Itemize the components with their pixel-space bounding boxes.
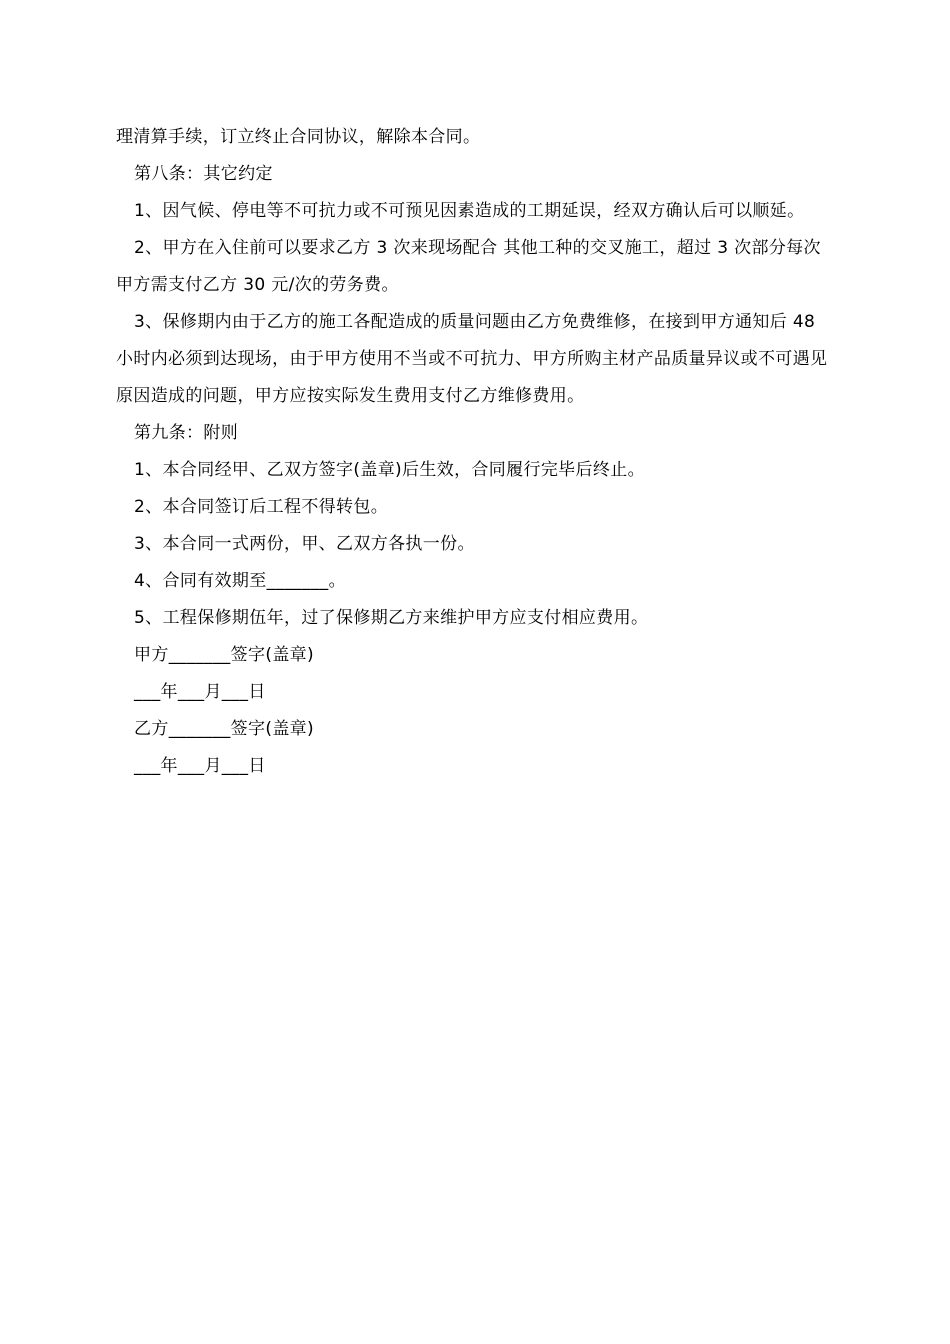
paragraph-article-nine-item-5: 5、工程保修期伍年，过了保修期乙方来维护甲方应支付相应费用。 — [134, 608, 649, 628]
paragraph-article-nine-item-2: 2、本合同签订后工程不得转包。 — [134, 497, 389, 517]
paragraph-article-nine-item-3: 3、本合同一式两份，甲、乙双方各执一份。 — [134, 534, 475, 554]
paragraph-article-nine-item-1: 1、本合同经甲、乙双方签字(盖章)后生效，合同履行完毕后终止。 — [134, 460, 645, 480]
date-line-party-a: ___年___月___日 — [134, 682, 266, 702]
heading-article-eight: 第八条：其它约定 — [134, 164, 273, 184]
paragraph-article-eight-item-2: 2、甲方在入住前可以要求乙方 3 次来现场配合 其他工种的交叉施工，超过 3 次部分每次甲方需支付乙方 30 元/次的劳务费。 — [116, 238, 821, 295]
paragraph-article-eight-item-3: 3、保修期内由于乙方的施工各配造成的质量问题由乙方免费维修，在接到甲方通知后 48 小时内必须到达现场，由于甲方使用不当或不可抗力、甲方所购主材产品质量异议或不可遇见原因造成的问题，甲方应按实际发生费用支付乙方维修费用。 — [116, 312, 828, 406]
paragraph-termination-clause: 理清算手续，订立终止合同协议，解除本合同。 — [116, 127, 481, 147]
paragraph-article-eight-item-1: 1、因气候、停电等不可抗力或不可预见因素造成的工期延误，经双方确认后可以顺延。 — [134, 201, 805, 221]
document-body — [116, 119, 838, 785]
paragraph-article-nine-item-4: 4、合同有效期至_______。 — [134, 571, 346, 591]
date-line-party-b: ___年___月___日 — [134, 756, 266, 776]
signature-party-b: 乙方_______签字(盖章) — [134, 719, 315, 739]
signature-party-a: 甲方_______签字(盖章) — [134, 645, 315, 665]
heading-article-nine: 第九条：附则 — [134, 423, 239, 443]
